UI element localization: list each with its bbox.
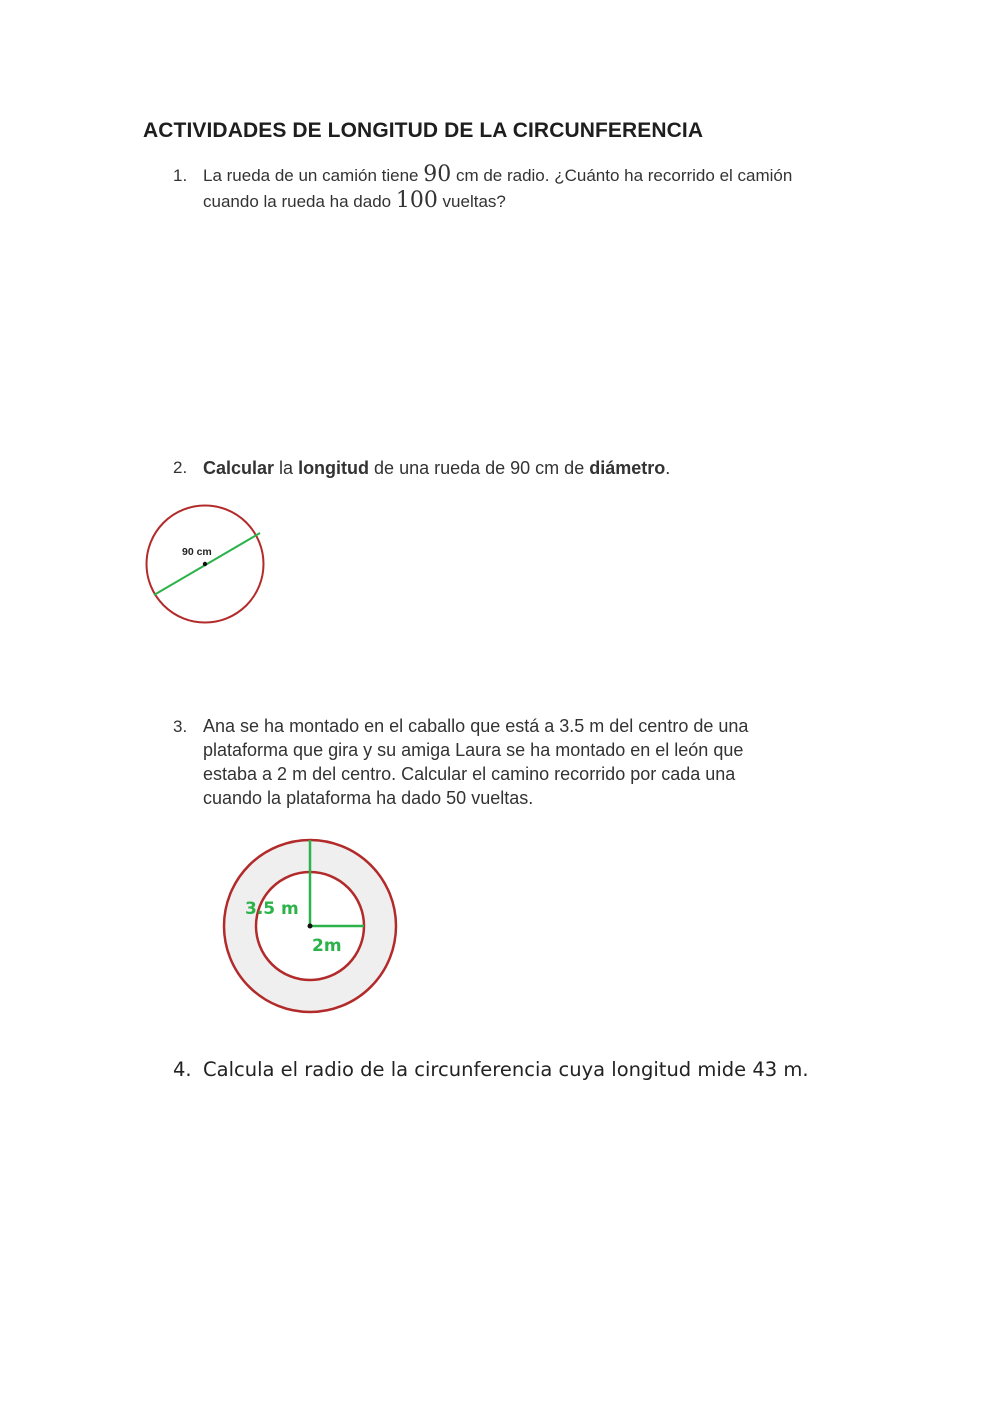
question-1-line-2: [203, 189, 506, 214]
question-1-number: 1.: [173, 166, 188, 185]
question-1-text-a: La rueda de un camión tiene: [203, 166, 424, 185]
question-2-text-a: la: [274, 458, 299, 478]
inner-radius-label: 2m: [312, 936, 342, 956]
question-3-number: 3.: [173, 717, 188, 736]
page-title: ACTIVIDADES DE LONGITUD DE LA CIRCUNFERENCIA: [143, 119, 704, 142]
question-2-bold-longitud: longitud: [298, 458, 370, 478]
question-3-line-3: estaba a 2 m del centro. Calcular el camino recorrido por cada una: [203, 764, 736, 784]
question-2-bold-calcular: Calcular: [203, 458, 275, 478]
question-3-line-2: plataforma que gira y su amiga Laura se ha montado en el león que: [203, 740, 744, 760]
question-1-value-turns: 100: [395, 188, 438, 213]
question-2-text: [203, 456, 670, 480]
question-2-number: 2.: [173, 458, 188, 477]
question-2-text-b: de una rueda de 90 cm de: [369, 458, 590, 478]
wheel-diagram: [143, 500, 273, 630]
question-4: [173, 1058, 809, 1081]
wheel-diameter-label: 90 cm: [182, 546, 212, 558]
platform-center-dot: [308, 924, 313, 929]
platform-diagram: [221, 836, 401, 1016]
question-4-number: 4.: [173, 1058, 192, 1081]
question-3-line-1: Ana se ha montado en el caballo que está a 3.5 m del centro de una: [203, 716, 749, 736]
question-1-text-d: vueltas?: [437, 192, 506, 211]
question-1-line-1: [203, 163, 792, 188]
question-1-text-c: cuando la rueda ha dado: [203, 192, 396, 211]
question-2-text-c: .: [665, 458, 671, 478]
question-2-bold-diametro: diámetro: [589, 458, 666, 478]
question-4-text: Calcula el radio de la circunferencia cuya longitud mide 43 m.: [203, 1058, 809, 1081]
question-1-value-radius: 90: [423, 162, 452, 187]
outer-radius-label: 3.5 m: [245, 899, 299, 919]
question-1-text-b: cm de radio. ¿Cuánto ha recorrido el camión: [451, 166, 793, 185]
question-3-line-4: cuando la plataforma ha dado 50 vueltas.: [203, 788, 534, 808]
wheel-center-dot: [203, 562, 207, 566]
